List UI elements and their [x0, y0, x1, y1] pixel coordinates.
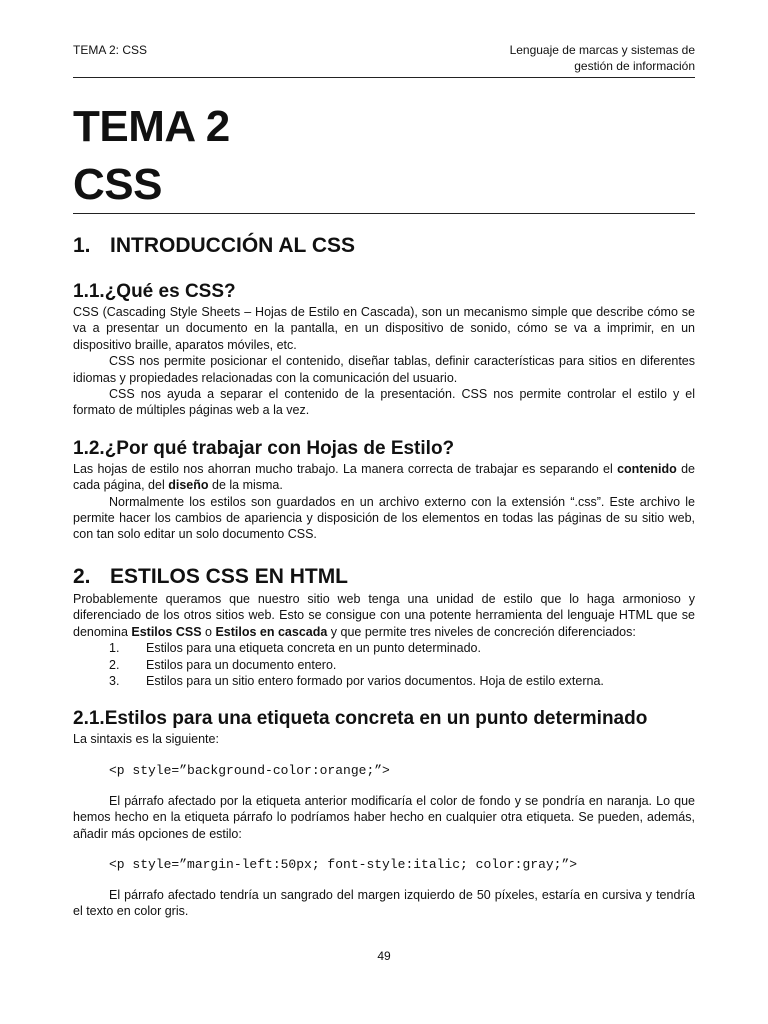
document-page — [73, 0, 695, 1024]
code-example: <p style=”background-color:orange;”> — [109, 762, 390, 778]
section-2-title: ESTILOS CSS EN HTML — [110, 564, 349, 588]
list-number: 3. — [109, 673, 120, 688]
header-right-line1: Lenguaje de marcas y sistemas de — [509, 43, 695, 57]
list-text: Estilos para un documento entero. — [146, 657, 337, 672]
section-2-heading — [73, 563, 695, 591]
bold-term: Estilos CSS — [131, 624, 202, 639]
paragraph: La sintaxis es la siguiente: — [73, 732, 219, 747]
text-run: o — [201, 624, 216, 639]
list-item — [73, 640, 695, 656]
section-1-number: 1. — [73, 234, 91, 257]
chapter-title — [73, 98, 695, 214]
text-run: de cada página, del — [73, 461, 695, 493]
subsection-1-2-heading: 1.2.¿Por qué trabajar con Hojas de Estilo? — [73, 437, 455, 459]
bold-term: contenido — [617, 461, 677, 476]
subsection-2-1-heading: 2.1.Estilos para una etiqueta concreta en un punto determinado — [73, 708, 648, 730]
paragraph: CSS (Cascading Style Sheets – Hojas de Estilo en Cascada), son un mecanismo simple que describe cómo se va a presentar un documento en la pantalla, en un dispositivo de sonido, cómo se va a imprimir, en un dispositivo braille, aparatos móviles, etc. — [73, 305, 695, 352]
bold-term: diseño — [168, 478, 209, 493]
page-content — [73, 232, 695, 920]
paragraph — [73, 591, 695, 640]
paragraph: El párrafo afectado tendría un sangrado del margen izquierdo de 50 píxeles, estaría en cursiva y tendría el texto en color gris. — [73, 887, 695, 919]
list-number: 1. — [109, 641, 120, 656]
levels-list — [73, 640, 695, 689]
chapter-line-2: CSS — [73, 160, 162, 209]
page-number: 49 — [377, 949, 391, 963]
header-divider — [73, 77, 695, 78]
paragraph: Normalmente los estilos son guardados en un archivo externo con la extensión “.css”. Este archivo le permite hacer los cambios de apariencia y disposición de los elementos en todas las páginas de su sitio web, con tan solo editar un solo documento CSS. — [73, 494, 695, 542]
section-1-heading — [73, 232, 695, 260]
list-text: Estilos para un sitio entero formado por varios documentos. Hoja de estilo externa. — [146, 673, 604, 688]
header-left: TEMA 2: CSS — [73, 43, 148, 57]
header-right — [465, 42, 695, 74]
paragraph: CSS nos permite posicionar el contenido, diseñar tablas, definir características para sitios en diferentes idiomas y propiedades relacionadas con la comunicación del usuario. — [73, 354, 695, 385]
code-example: <p style=”margin-left:50px; font-style:italic; color:gray;”> — [109, 856, 578, 872]
list-item — [73, 657, 695, 673]
text-run: y que permite tres niveles de concreción diferenciados: — [327, 624, 636, 639]
text-run: Las hojas de estilo nos ahorran mucho trabajo. La manera correcta de trabajar es separando el — [73, 461, 618, 476]
list-text: Estilos para una etiqueta concreta en un punto determinado. — [146, 641, 481, 656]
chapter-divider — [73, 213, 695, 214]
chapter-line-1: TEMA 2 — [73, 102, 230, 151]
section-2-number: 2. — [73, 564, 91, 588]
text-run: de la misma. — [208, 478, 283, 493]
paragraph — [73, 461, 695, 494]
section-1-title: INTRODUCCIÓN AL CSS — [110, 234, 356, 257]
list-item — [73, 673, 695, 689]
bold-term: Estilos en cascada — [215, 624, 328, 639]
list-number: 2. — [109, 657, 120, 672]
text-run: Probablemente queramos que nuestro sitio web tenga una unidad de estilo que lo haga armonioso y diferenciado de los otros sitios web. Esto se consigue con una potente herramienta del lenguaje HTML que se denomina — [73, 591, 695, 639]
paragraph: CSS nos ayuda a separar el contenido de la presentación. CSS nos permite controlar el estilo y el formato de múltiples páginas web a la vez. — [73, 387, 695, 418]
header-right-line2: gestión de información — [574, 59, 695, 73]
subsection-1-1-heading: 1.1.¿Qué es CSS? — [73, 281, 236, 302]
paragraph: El párrafo afectado por la etiqueta anterior modificaría el color de fondo y se pondría en naranja. Lo que hemos hecho en la etiqueta párrafo lo podríamos haber hecho en cualquier otra etiqueta. Se pueden, además, añadir más opciones de estilo: — [73, 793, 695, 841]
